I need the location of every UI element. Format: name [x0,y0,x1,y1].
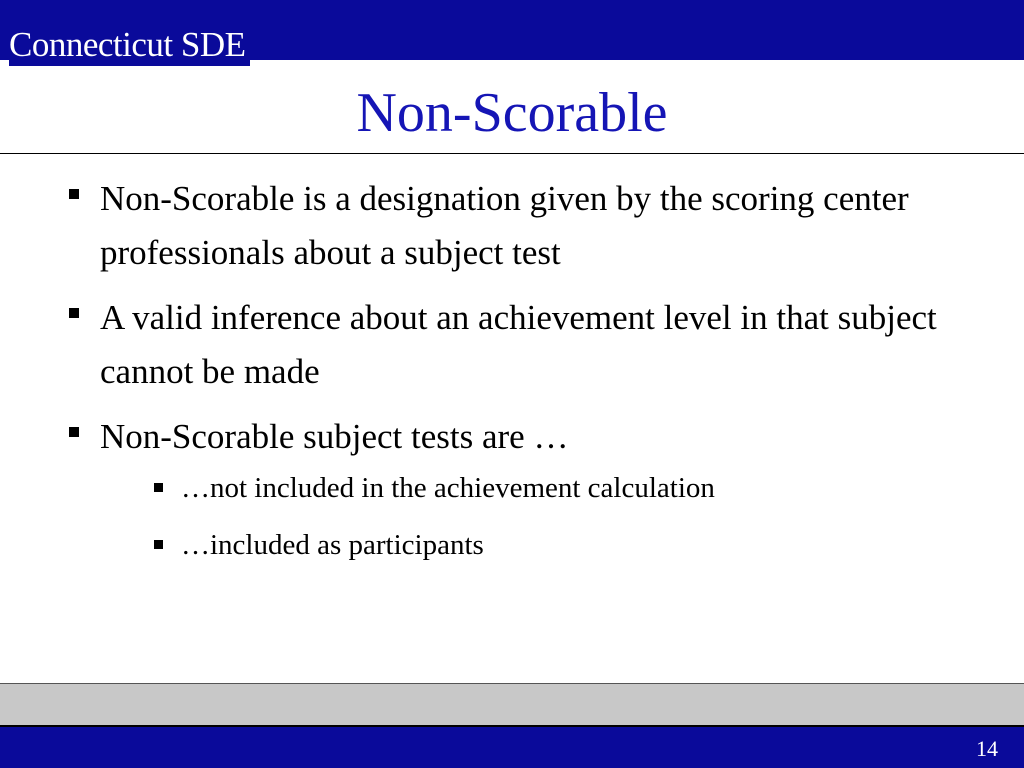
footer-bar [0,725,1024,768]
brand-label: Connecticut SDE [9,24,250,66]
square-bullet-icon [154,540,163,549]
page-number: 14 [976,736,998,761]
title-divider [0,153,1024,154]
bullet-list [64,172,944,582]
sub-bullet-list [100,468,944,565]
square-bullet-icon [154,483,163,492]
sub-bullet-text: …included as participants [181,529,484,561]
bullet-text: A valid inference about an achievement level in that subject cannot be made [100,298,937,391]
bullet-item [64,410,944,565]
sub-bullet-item [146,525,944,565]
bullet-text: Non-Scorable subject tests are … [100,417,569,456]
square-bullet-icon [69,189,79,199]
footer-band [0,683,1024,725]
sub-bullet-item [146,468,944,508]
slide-title: Non-Scorable [356,82,668,144]
sub-bullet-text: …not included in the achievement calculation [181,472,715,504]
bullet-item [64,291,944,399]
bullet-text: Non-Scorable is a designation given by the scoring center professionals about a subject test [100,179,909,272]
square-bullet-icon [69,308,79,318]
bullet-item [64,172,944,280]
square-bullet-icon [69,427,79,437]
